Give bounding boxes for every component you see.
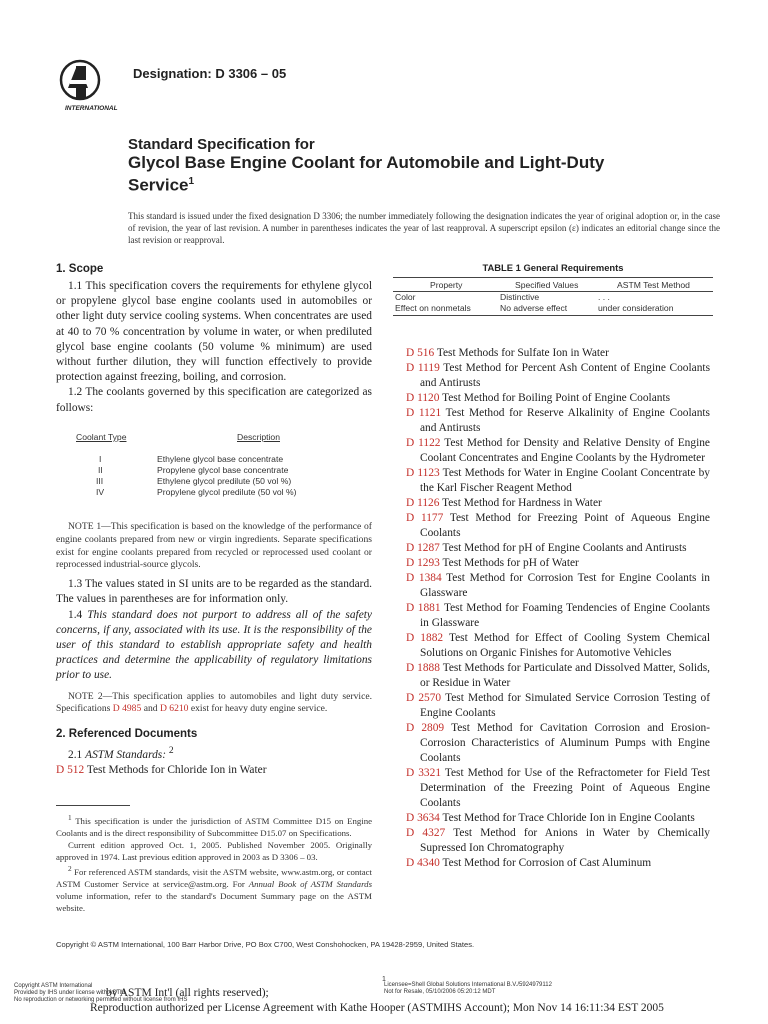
scope-1-4-number: 1.4 (68, 608, 83, 621)
reference-title: Test Method for Boiling Point of Engine Coolants (442, 392, 671, 404)
table1-title: TABLE 1 General Requirements (482, 262, 624, 273)
reference-item (406, 391, 710, 406)
reference-item (406, 661, 710, 691)
footnote-2-italic: Annual Book of ASTM Standards (248, 878, 372, 889)
reference-code-link[interactable]: D 3634 (406, 812, 440, 824)
table1-cell-value: Distinctive (500, 292, 540, 302)
reference-title: Test Method for Simulated Service Corrosion Testing of Engine Coolants (420, 692, 710, 719)
table1-cell-method: . . . (598, 292, 610, 302)
license-right-1: Licensee=Shell Global Solutions International B.V./5924979112 (384, 982, 552, 988)
reference-title: Test Method for Percent Ash Content of Engine Coolants and Antirusts (420, 362, 710, 389)
reference-title: Test Method for Anions in Water by Chemically Supressed Ion Chromatography (420, 827, 710, 854)
footnote-1-b: Current edition approved Oct. 1, 2005. Published November 2005. Originally approved in 1974. Last previous edition approved in 2003 as D 3306 – 03. (56, 839, 372, 862)
scope-1-2: 1.2 The coolants governed by this specification are categorized as follows: (56, 386, 372, 414)
note-2-text-a: NOTE 2—This specification applies to automobiles and light duty service. Specifications (56, 690, 372, 715)
footnote-2 (56, 863, 372, 914)
coolant-description: Propylene glycol base concentrate (157, 465, 289, 475)
reference-title: Test Method for Freezing Point of Aqueous Engine Coolants (420, 512, 710, 539)
astm-standards-number: 2.1 (68, 749, 83, 761)
reproduction-line-1: by ASTM Int'l (all rights reserved); (106, 987, 269, 999)
issue-note: This standard is issued under the fixed designation D 3306; the number immediately following the designation indicates the year of original adoption or, in the case of revision, the year of last revision. A number in parentheses indicates the year of last reapproval. A superscript epsilon (ε) indicates an editorial change since the last revision or reapproval. (128, 211, 720, 245)
reference-code-link[interactable]: D 4327 (406, 827, 446, 839)
document-title (128, 153, 728, 195)
scope-1-4-text: This standard does not purport to address all of the safety concerns, if any, associated with its use. It is the responsibility of the user of this standard to establish appropriate safety and health practices and determine the applicability of regulatory limitations prior to use. (56, 608, 372, 682)
reference-item (406, 721, 710, 766)
note-2-text-c: exist for heavy duty engine service. (190, 703, 328, 715)
reference-item (406, 346, 710, 361)
footnote-1 (56, 812, 372, 839)
footnote-rule (56, 805, 130, 806)
table1-header-rule (393, 291, 713, 292)
footnotes (56, 812, 372, 914)
reference-code-link[interactable]: D 1882 (406, 632, 444, 644)
note-2-text-b: and (143, 703, 158, 715)
left-column-lower (56, 521, 372, 778)
scope-heading: 1. Scope (56, 263, 104, 275)
reference-item (406, 541, 710, 556)
license-right (384, 982, 552, 996)
reference-title: Test Method for Hardness in Water (442, 497, 602, 509)
reference-code-link[interactable]: D 1119 (406, 362, 440, 374)
reference-item (406, 691, 710, 721)
reference-item (406, 466, 710, 496)
reference-code-link[interactable]: D 3321 (406, 767, 442, 779)
coolant-type: IV (96, 487, 105, 497)
table1-header-values: Specified Values (515, 280, 579, 290)
title-line-2: Glycol Base Engine Coolant for Automobile and Light-Duty (128, 153, 605, 172)
copyright-line: Copyright © ASTM International, 100 Barr Harbor Drive, PO Box C700, West Conshohocken, PA 19428-2959, United States. (56, 940, 475, 949)
reference-title: Test Methods for pH of Water (442, 557, 579, 569)
ref-code-d512[interactable]: D 512 (56, 764, 85, 777)
reference-item (406, 406, 710, 436)
coolant-header-type: Coolant Type (76, 432, 127, 442)
reference-title: Test Method for Cavitation Corrosion and Erosion-Corrosion Characteristics of Aluminum Pumps with Engine Coolants (420, 722, 710, 764)
scope-1-3: 1.3 The values stated in SI units are to be regarded as the standard. The values in parentheses are for information only. (56, 578, 372, 606)
reference-code-link[interactable]: D 1123 (406, 467, 440, 479)
left-column (56, 263, 372, 416)
reference-item (406, 556, 710, 571)
reference-item (406, 766, 710, 811)
reference-list (406, 346, 710, 871)
reference-code-link[interactable]: D 1888 (406, 662, 440, 674)
astm-logo-graphic (56, 58, 124, 114)
title-line-3-text: Service (128, 175, 189, 195)
coolant-row (56, 476, 372, 487)
coolant-description: Ethylene glycol base concentrate (157, 454, 284, 464)
reference-title: Test Method for Foaming Tendencies of Engine Coolants in Glassware (420, 602, 710, 629)
reference-code-link[interactable]: D 1126 (406, 497, 440, 509)
coolant-description: Propylene glycol predilute (50 vol %) (157, 487, 297, 497)
reference-item (406, 601, 710, 631)
reference-code-link[interactable]: D 2809 (406, 722, 445, 734)
coolant-type: III (96, 476, 104, 486)
designation: Designation: D 3306 – 05 (133, 66, 287, 81)
reference-code-link[interactable]: D 4340 (406, 857, 440, 869)
reference-title: Test Methods for Water in Engine Coolant Concentrate by the Karl Fischer Reagent Method (420, 467, 710, 494)
reference-code-link[interactable]: D 1120 (406, 392, 440, 404)
reference-code-link[interactable]: D 1122 (406, 437, 441, 449)
coolant-table-header (56, 432, 372, 446)
astm-standards-subheading (56, 744, 372, 763)
reference-title: Test Methods for Sulfate Ion in Water (436, 347, 609, 359)
table1-cell-value: No adverse effect (500, 303, 568, 313)
reference-title: Test Method for Corrosion of Cast Aluminum (442, 857, 652, 869)
coolant-header-description: Description (237, 432, 280, 442)
reference-code-link[interactable]: D 1384 (406, 572, 442, 584)
reference-item (406, 631, 710, 661)
footnote-2-text-a: For referenced ASTM standards, visit the ASTM website, www.astm.org, or contact ASTM Customer Service at service@astm.org. For (56, 866, 373, 889)
reference-code-link[interactable]: D 1177 (406, 512, 444, 524)
ref-link-d4985[interactable]: D 4985 (112, 703, 142, 715)
reference-item (406, 571, 710, 601)
reference-code-link[interactable]: D 516 (406, 347, 435, 359)
note-2 (56, 691, 372, 717)
table1-cell-method: under consideration (598, 303, 674, 313)
reference-item (406, 856, 710, 871)
coolant-row (56, 487, 372, 498)
astm-standards-label: ASTM Standards: (85, 749, 167, 761)
reference-title: Test Method for Use of the Refractometer for Field Test Determination of the Freezing Point of Aqueous Engine Coolants (420, 767, 710, 809)
license-left-2: Provided by IHS under license with ASTM (14, 990, 126, 996)
title-footnote-mark[interactable]: 1 (188, 176, 195, 187)
reference-title: Test Method for pH of Engine Coolants and Antirusts (442, 542, 687, 554)
reproduction-line-2: Reproduction authorized per License Agreement with Kathe Hooper (ASTMIHS Account); Mon Nov 14 16:11:34 EST 2005 (90, 1002, 664, 1014)
table1-cell-property: Color (395, 292, 416, 302)
reference-title: Test Method for Effect of Cooling System Chemical Solutions on Organic Finishes for Automotive Vehicles (420, 632, 711, 659)
reference-title: Test Method for Reserve Alkalinity of Engine Coolants and Antirusts (420, 407, 710, 434)
table1-cell-property: Effect on nonmetals (395, 303, 471, 313)
footnote-2-text-b: volume information, refer to the standard's Document Summary page on the ASTM website. (56, 890, 372, 913)
ref-link-d6210[interactable]: D 6210 (159, 703, 189, 715)
ref-item-d512 (56, 763, 372, 778)
reference-item (406, 811, 710, 826)
reference-code-link[interactable]: D 1287 (406, 542, 440, 554)
footnote-1-mark: 1 (68, 813, 72, 822)
astm-logo (56, 58, 124, 114)
table1-header-method: ASTM Test Method (617, 280, 690, 290)
coolant-type: I (99, 454, 102, 464)
scope-1-1: 1.1 This specification covers the requirements for ethylene glycol or propylene glycol base engine coolants used in automobiles or other light duty service cooling systems. When concentrates are used at 40 to 70 % concentration by volume in water, or when prediluted glycol base engine coolants (50 volume % minimum) are used without further dilution, they will function effectively to provide protection against freezing, boiling, and corrosion. (56, 280, 372, 384)
note-1: NOTE 1—This specification is based on the knowledge of the performance of engine coolants prepared from new or virgin ingredients. Separate specifications exist for engine coolants prepared from recycled or reprocessed used coolant or reprocessed industrial-source glycols. (56, 521, 372, 571)
reference-code-link[interactable]: D 1121 (406, 407, 442, 419)
title-line-1: Standard Specification for (128, 136, 315, 153)
reference-title: Test Methods for Particulate and Dissolved Matter, Solids, or Residue in Water (420, 662, 710, 689)
license-left-3: No reproduction or networking permitted without license from IHS (14, 997, 188, 1003)
reference-title: Test Method for Trace Chloride Ion in Engine Coolants (442, 812, 695, 824)
logo-subtext: INTERNATIONAL (65, 105, 118, 112)
license-right-2: Not for Resale, 05/10/2006 05:20:12 MDT (384, 989, 496, 995)
ref-text-d512: Test Methods for Chloride Ion in Water (86, 764, 267, 777)
table1-header-property: Property (430, 280, 463, 290)
table1-top-rule (393, 277, 713, 278)
reference-item (406, 826, 710, 856)
coolant-row (56, 465, 372, 476)
title-line-3 (128, 172, 728, 195)
license-left-1: Copyright ASTM International (14, 983, 93, 989)
reference-title: Test Method for Corrosion Test for Engine Coolants in Glassware (420, 572, 710, 599)
footnote-1-text: This specification is under the jurisdiction of ASTM Committee D15 on Engine Coolants and is the direct responsibility of Subcommittee D15.07 on Specifications. (56, 815, 372, 838)
footnote-2-mark: 2 (68, 863, 72, 873)
scope-1-4 (56, 608, 372, 684)
reference-item (406, 511, 710, 541)
reference-code-link[interactable]: D 1293 (406, 557, 440, 569)
reference-item (406, 436, 710, 466)
coolant-row (56, 454, 372, 465)
coolant-type-table (56, 432, 372, 498)
reference-item (406, 361, 710, 391)
table1-bottom-rule (393, 315, 713, 316)
coolant-description: Ethylene glycol predilute (50 vol %) (157, 476, 292, 486)
reference-title: Test Method for Density and Relative Density of Engine Coolant Concentrates and Engine Coolants by the Hydrometer (420, 437, 710, 464)
referenced-docs-heading: 2. Referenced Documents (56, 728, 198, 741)
coolant-type: II (98, 465, 103, 475)
astm-standards-footnote-mark[interactable]: 2 (168, 746, 174, 757)
page-number: 1 (382, 976, 386, 983)
reference-code-link[interactable]: D 1881 (406, 602, 441, 614)
reference-code-link[interactable]: D 2570 (406, 692, 442, 704)
reference-item (406, 496, 710, 511)
